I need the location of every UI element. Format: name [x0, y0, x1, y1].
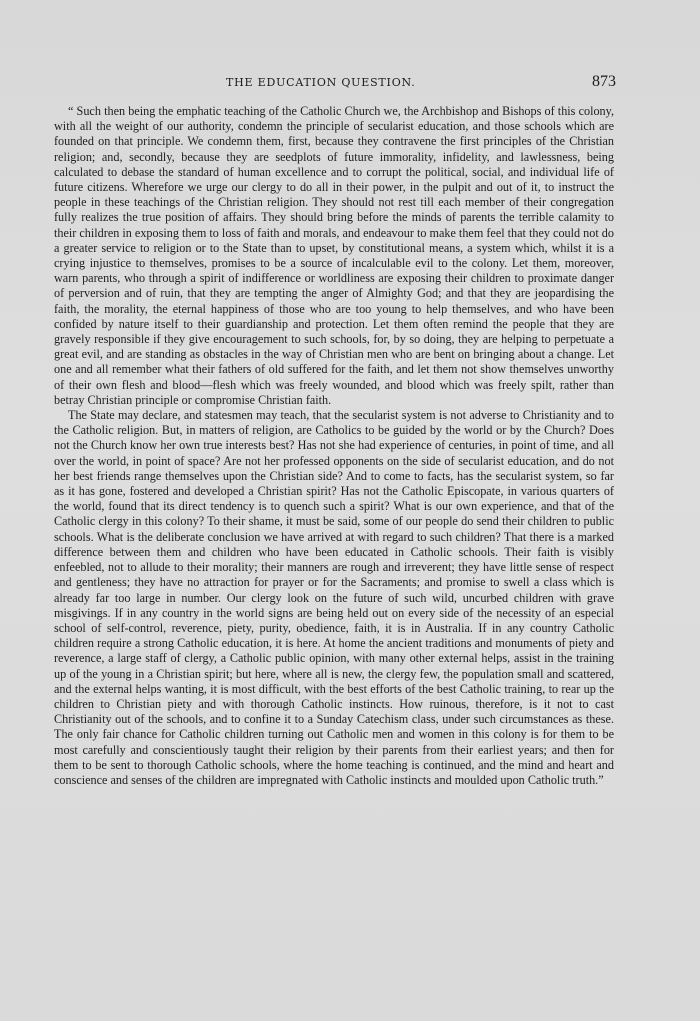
paragraph-2: The State may declare, and statesmen may teach, that the secularist system is not adverse to Christianity and to the Catholic religion. But, in matters of religion, are Catholics to be guided by the world or by the Church? Does not the Church know her own true interests best? Has not she had experience of centuries, in point of time, and all over the world, in point of space? Are not her professed opponents on the side of secularist education, and do not her best friends range themselves upon the Christian side? And to come to facts, has the secularist system, so far as it has gone, fostered and developed a Christian spirit? Has not the Catholic Episcopate, in various quarters of the world, found that its direct tendency is to quench such a spirit? What is our own experience, and that of the Catholic clergy in this colony? To their shame, it must be said, some of our people do send their children to public schools. What is the deliberate conclusion we have arrived at with regard to such children? That there is a marked difference between them and children who have been educated in Catholic schools. Their faith is visibly enfeebled, not to allude to their morality; their manners are rough and irreverent; they have little sense of respect and gentleness; they have no attraction for prayer or for the Sacraments; and promise to swell a class which is already far too large in number. Our clergy look on the future of such wild, uncurbed children with grave misgivings. If in any country in the world signs are being held out on every side of the necessity of an especial school of self-control, reverence, piety, purity, obedience, faith, it is in Australia. If in any country Catholic children require a strong Catholic education, it is here. At home the ancient traditions and monuments of piety and reverence, a large staff of clergy, a Catholic public opinion, with many other external helps, assist in the training up of the young in a Christian spirit; but here, where all is new, the clergy few, the population small and scattered, and the external helps wanting, it is most difficult, with the best efforts of the best Catholic training, to rear up the children to Christian piety and with thorough Catholic instincts. How ruinous, therefore, is it not to cast Christianity out of the schools, and to confine it to a Sunday Catechism class, under such circumstances as these. The only fair chance for Catholic children turning out Catholic men and women in this colony is for them to be most carefully and conscientiously taught their religion by their parents from their earliest years; and then for them to be sent to thorough Catholic schools, where the home teaching is continued, and the mind and heart and conscience and senses of the children are impregnated with Catholic instincts and moulded upon Catholic truth.”	[54, 408, 614, 787]
body-text	[54, 104, 614, 788]
paragraph-1: “ Such then being the emphatic teaching of the Catholic Church we, the Archbishop and Bishops of this colony, with all the weight of our authority, condemn the principle of secularist education, and those schools which are founded on that principle. We condemn them, first, because they contravene the first principles of the Christian religion; and, secondly, because they are seedplots of future immorality, infidelity, and lawlessness, being calculated to debase the standard of human excellence and to corrupt the political, social, and individual life of future citizens. Wherefore we urge our clergy to do all in their power, in the pulpit and out of it, to instruct the people in these teachings of the Christian religion. They should not rest till each member of their congregation fully realizes the true position of affairs. They should bring before the minds of parents the terrible calamity to their children in exposing them to loss of faith and morals, and endeavour to make them feel that they could not do a greater service to religion or to the State than to upset, by constitutional means, a system which, whilst it is a crying injustice to themselves, promises to be a source of incalculable evil to the colony. Let them, moreover, warn parents, who through a spirit of indifference or worldliness are exposing their children to proximate danger of perversion and of ruin, that they are tempting the anger of Almighty God; and that they are jeopardising the faith, the morality, the eternal happiness of those who are too young to help themselves, and who have been confided by nature itself to their guardianship and protection. Let them often remind the people that they are gravely responsible if they give encouragement to such schools, for, by so doing, they are helping to perpetuate a great evil, and are standing as obstacles in the way of Christian men who are bent on bringing about a change. Let one and all remember what their fathers of old suffered for the faith, and let them not show themselves unworthy of their own flesh and blood—flesh which was freely wounded, and blood which was freely spilt, rather than betray Christian principle or compromise Christian faith.	[54, 104, 614, 407]
page-number: 873	[592, 73, 616, 90]
running-title: THE EDUCATION QUESTION.	[226, 76, 416, 89]
